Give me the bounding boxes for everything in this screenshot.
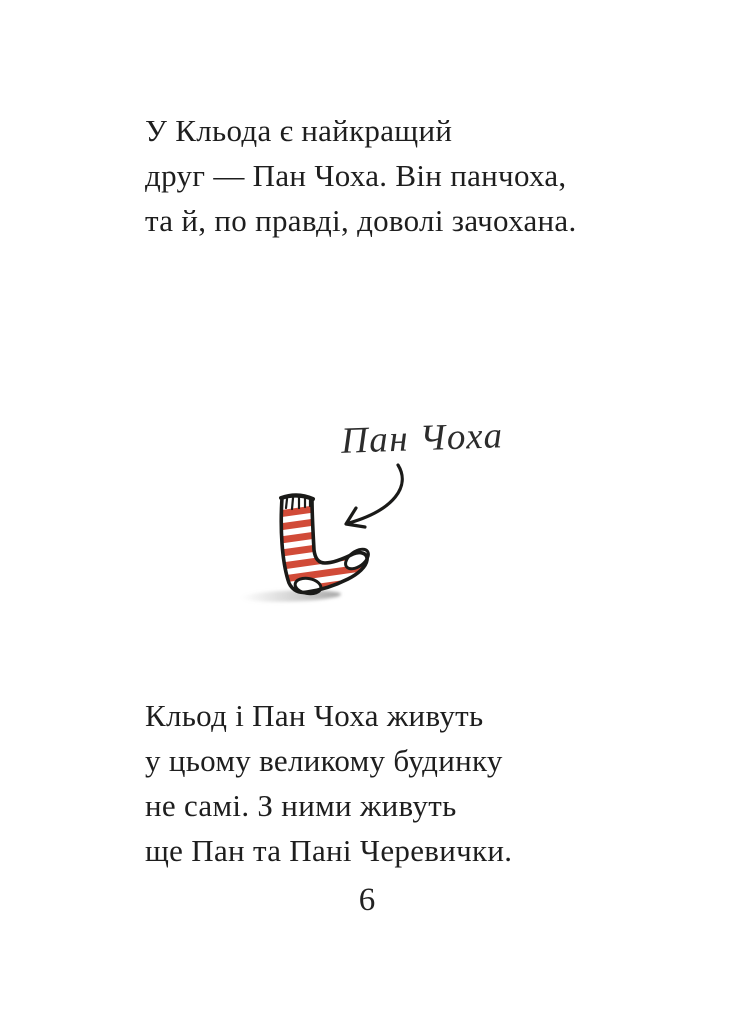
paragraph-top-line-3: та й, по правді, доволі зачохана. (145, 203, 577, 238)
page-number: 6 (358, 882, 376, 918)
paragraph-bottom (145, 693, 512, 873)
sock-shadow (241, 589, 341, 603)
paragraph-bottom-line-3: не самі. З ними живуть (145, 788, 457, 823)
paragraph-top (145, 108, 577, 243)
paragraph-top-line-1: У Кльода є найкращий (145, 113, 453, 148)
paragraph-bottom-line-1: Кльод і Пан Чоха живуть (145, 698, 484, 733)
paragraph-top-line-2: друг — Пан Чоха. Він панчоха, (145, 158, 567, 193)
paragraph-bottom-line-2: у цьому великому будинку (145, 743, 503, 778)
sock-name-label: Пан Чоха (340, 415, 505, 462)
paragraph-bottom-line-4: ще Пан та Пані Черевички. (145, 833, 513, 868)
striped-sock-icon (238, 480, 378, 608)
